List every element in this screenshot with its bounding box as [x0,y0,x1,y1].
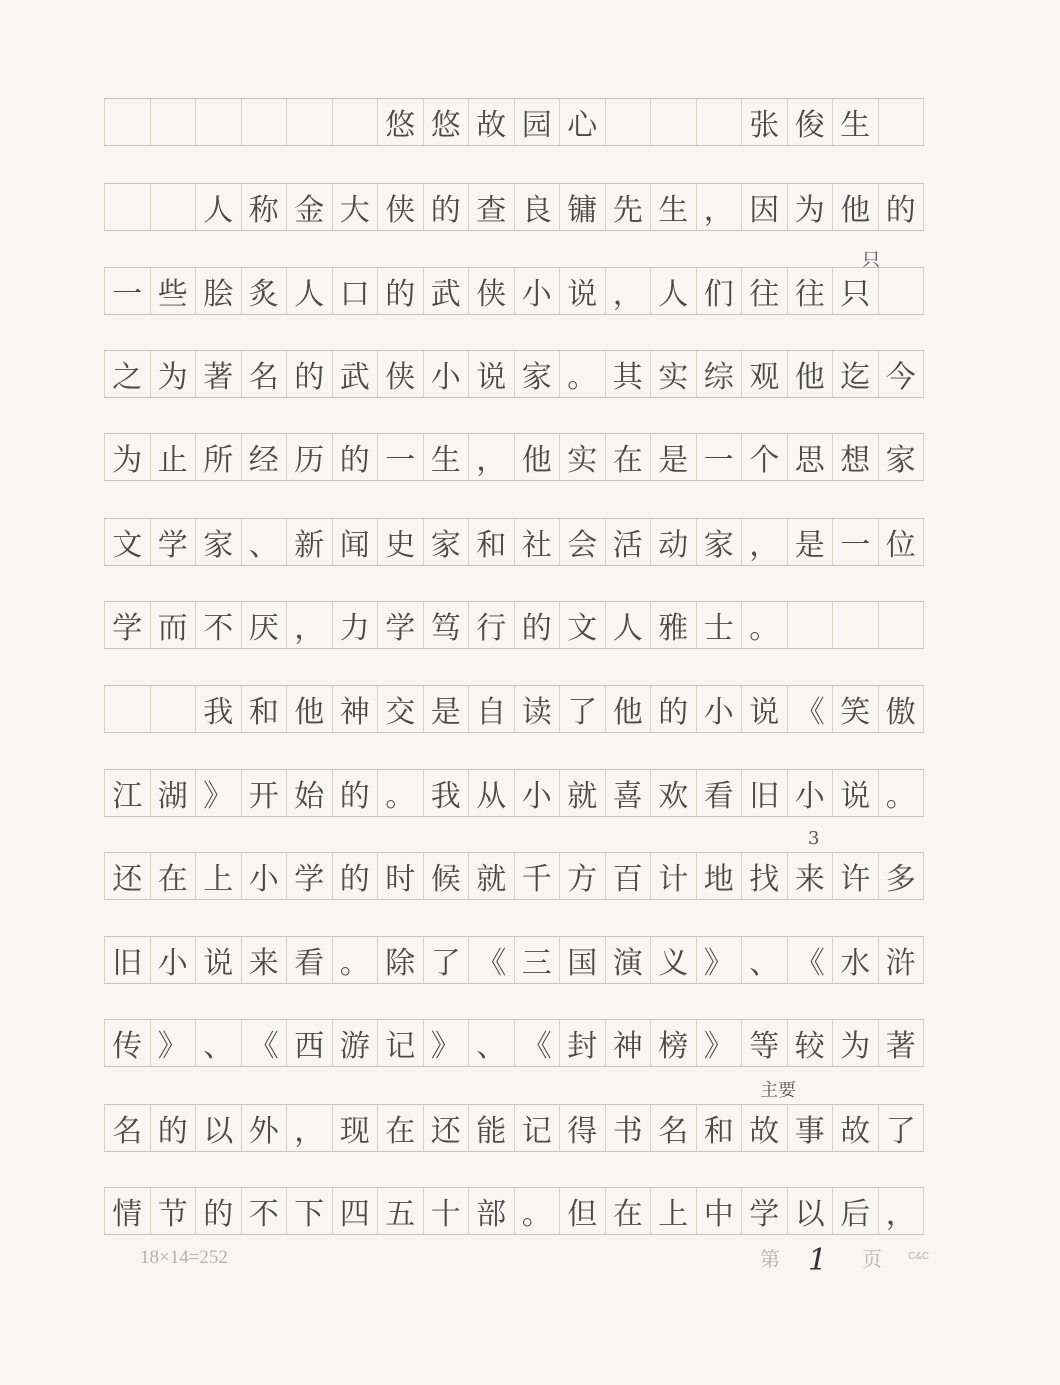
grid-cell: 实 [650,351,696,397]
grid-cell: 在 [150,853,196,899]
grid-cell: 今 [878,351,925,397]
grid-cell: 的 [377,268,423,314]
correction-mark: 3 [808,828,820,849]
grid-cell: 其 [605,351,651,397]
grid-cell: 们 [696,268,742,314]
grid-row [104,601,924,649]
grid-cell: 四 [332,1188,378,1234]
grid-cell: ， [605,268,651,314]
grid-cell: ， [468,434,514,480]
grid-cell: 始 [286,770,332,816]
grid-cell: 故 [468,99,514,145]
grid-cell: 想 [832,434,878,480]
grid-cell: 十 [423,1188,469,1234]
grid-cell: 》 [696,937,742,983]
grid-cell: 经 [241,434,287,480]
grid-cell: 学 [104,602,150,648]
grid-cell: 喜 [605,770,651,816]
grid-cell [241,99,287,145]
grid-cell: 口 [332,268,378,314]
grid-cell [787,602,833,648]
grid-cell: 生 [423,434,469,480]
grid-cell: 上 [650,1188,696,1234]
grid-cell: 只 [832,268,878,314]
grid-cell: 称 [241,184,287,230]
grid-cell: 是 [650,434,696,480]
grid-cell [104,686,150,732]
grid-cell: 之 [104,351,150,397]
grid-row [104,518,924,566]
grid-cell: 以 [195,1105,241,1151]
grid-cell: 生 [650,184,696,230]
grid-cell [104,99,150,145]
grid-row [104,433,924,481]
grid-cell: 后 [832,1188,878,1234]
grid-cell: ， [878,1188,925,1234]
grid-cell: 闻 [332,519,378,565]
grid-cell: 镛 [559,184,605,230]
grid-cell: 看 [286,937,332,983]
grid-cell: 小 [514,268,560,314]
publisher-mark: C&C [908,1251,930,1262]
grid-cell: 现 [332,1105,378,1151]
grid-cell [878,99,925,145]
grid-cell: 来 [787,853,833,899]
grid-cell: 园 [514,99,560,145]
grid-cell: 在 [605,1188,651,1234]
grid-cell: 、 [241,519,287,565]
grid-cell: 人 [605,602,651,648]
grid-cell: 小 [423,351,469,397]
grid-cell: 傲 [878,686,925,732]
grid-row [104,852,924,900]
grid-cell: 他 [286,686,332,732]
grid-cell: 实 [559,434,605,480]
grid-cell: 中 [696,1188,742,1234]
grid-cell: 家 [514,351,560,397]
grid-cell: 人 [195,184,241,230]
grid-cell: 说 [468,351,514,397]
grid-cell: 家 [195,519,241,565]
grid-cell: 候 [423,853,469,899]
grid-cell: 记 [514,1105,560,1151]
grid-cell: 故 [741,1105,787,1151]
grid-cell: 不 [195,602,241,648]
grid-cell: 节 [150,1188,196,1234]
grid-cell: 大 [332,184,378,230]
grid-cell: 学 [286,853,332,899]
grid-cell: 查 [468,184,514,230]
grid-cell: 个 [741,434,787,480]
grid-cell: 行 [468,602,514,648]
grid-cell: 除 [377,937,423,983]
grid-cell [150,99,196,145]
grid-cell [332,99,378,145]
grid-cell: 为 [150,351,196,397]
grid-cell: 文 [104,519,150,565]
grid-cell: 家 [696,519,742,565]
grid-cell: 的 [332,853,378,899]
grid-cell: 《 [787,686,833,732]
grid-cell: 一 [696,434,742,480]
grid-cell [195,99,241,145]
grid-cell: 说 [195,937,241,983]
grid-cell: 就 [559,770,605,816]
grid-cell: 部 [468,1188,514,1234]
grid-cell: 能 [468,1105,514,1151]
grid-cell: 。 [514,1188,560,1234]
grid-cell [878,268,925,314]
grid-cell: 说 [832,770,878,816]
grid-cell: 的 [150,1105,196,1151]
grid-cell: 。 [559,351,605,397]
grid-cell: 和 [696,1105,742,1151]
grid-cell: 的 [332,770,378,816]
grid-cell: 、 [195,1020,241,1066]
grid-cell: 说 [741,686,787,732]
grid-cell: 名 [650,1105,696,1151]
grid-cell: 得 [559,1105,605,1151]
grid-cell: 还 [423,1105,469,1151]
grid-cell: 来 [241,937,287,983]
grid-cell: 《 [514,1020,560,1066]
grid-cell: 和 [468,519,514,565]
grid-cell: 三 [514,937,560,983]
grid-cell: 历 [286,434,332,480]
grid-row [104,183,924,231]
grid-cell: 交 [377,686,423,732]
grid-cell: 为 [104,434,150,480]
grid-cell [286,99,332,145]
grid-cell: 炙 [241,268,287,314]
grid-cell: 往 [787,268,833,314]
grid-cell: 义 [650,937,696,983]
grid-cell: 些 [150,268,196,314]
grid-cell: 的 [514,602,560,648]
grid-cell: 多 [878,853,925,899]
grid-cell: 往 [741,268,787,314]
grid-row [104,267,924,315]
grid-row [104,1019,924,1067]
grid-cell: 思 [787,434,833,480]
grid-cell: 一 [377,434,423,480]
grid-cell: 上 [195,853,241,899]
grid-cell: 》 [423,1020,469,1066]
grid-cell: 一 [832,519,878,565]
grid-cell: 先 [605,184,651,230]
page-label-suffix: 页 [862,1247,882,1271]
grid-cell: ， [286,1105,332,1151]
grid-spec: 18×14=252 [140,1247,228,1268]
grid-cell: 止 [150,434,196,480]
correction-mark: 只 [862,250,880,271]
grid-cell: 方 [559,853,605,899]
correction-mark: 主要 [760,1080,796,1101]
grid-cell: 悠 [423,99,469,145]
grid-cell: 他 [514,434,560,480]
grid-cell: 下 [286,1188,332,1234]
grid-cell [150,686,196,732]
grid-cell: 是 [423,686,469,732]
grid-cell: 书 [605,1105,651,1151]
grid-cell: 史 [377,519,423,565]
grid-cell: 的 [286,351,332,397]
grid-cell: 学 [150,519,196,565]
grid-cell: 综 [696,351,742,397]
grid-cell: 人 [286,268,332,314]
grid-cell: 我 [423,770,469,816]
grid-cell: 了 [423,937,469,983]
grid-cell: 为 [787,184,833,230]
grid-cell: 和 [241,686,287,732]
grid-row [104,1187,924,1235]
grid-cell: 社 [514,519,560,565]
grid-cell: 而 [150,602,196,648]
grid-cell: 张 [741,99,787,145]
grid-cell [832,602,878,648]
grid-cell: 金 [286,184,332,230]
grid-cell: 在 [605,434,651,480]
grid-cell: 五 [377,1188,423,1234]
grid-cell: 百 [605,853,651,899]
grid-cell: 观 [741,351,787,397]
grid-cell: ， [741,519,787,565]
grid-cell: 开 [241,770,287,816]
page-number: 1 [808,1243,828,1278]
grid-cell: 家 [878,434,925,480]
grid-cell: 在 [377,1105,423,1151]
grid-cell: 因 [741,184,787,230]
grid-cell: 神 [605,1020,651,1066]
grid-cell: 笑 [832,686,878,732]
grid-cell: 《 [787,937,833,983]
grid-cell: 小 [787,770,833,816]
grid-cell: 。 [741,602,787,648]
grid-cell: 他 [605,686,651,732]
grid-cell: 欢 [650,770,696,816]
grid-cell: 著 [195,351,241,397]
grid-cell: 计 [650,853,696,899]
grid-cell: 小 [241,853,287,899]
grid-cell: 《 [468,937,514,983]
grid-cell: 新 [286,519,332,565]
grid-cell: 脍 [195,268,241,314]
grid-cell: 时 [377,853,423,899]
grid-cell: 著 [878,1020,925,1066]
grid-cell: 外 [241,1105,287,1151]
grid-cell: 。 [878,770,925,816]
grid-cell: 千 [514,853,560,899]
grid-cell [605,99,651,145]
grid-cell: 他 [832,184,878,230]
grid-cell: 不 [241,1188,287,1234]
grid-cell: 活 [605,519,651,565]
grid-cell: 就 [468,853,514,899]
grid-cell: 迄 [832,351,878,397]
grid-cell: 了 [878,1105,925,1151]
grid-cell: ， [286,602,332,648]
grid-cell: 演 [605,937,651,983]
grid-cell: 人 [650,268,696,314]
grid-cell: 的 [423,184,469,230]
grid-cell: 以 [787,1188,833,1234]
grid-cell: 为 [832,1020,878,1066]
grid-cell: 但 [559,1188,605,1234]
grid-cell: 。 [332,937,378,983]
grid-cell: 榜 [650,1020,696,1066]
grid-cell: 神 [332,686,378,732]
grid-cell: 等 [741,1020,787,1066]
grid-cell: 的 [195,1188,241,1234]
grid-cell: 情 [104,1188,150,1234]
grid-cell: 学 [741,1188,787,1234]
grid-cell: 动 [650,519,696,565]
grid-cell: 是 [787,519,833,565]
grid-cell: 悠 [377,99,423,145]
grid-cell [650,99,696,145]
grid-cell: 江 [104,770,150,816]
grid-cell: 》 [150,1020,196,1066]
grid-cell [696,99,742,145]
grid-cell: 力 [332,602,378,648]
grid-cell: 还 [104,853,150,899]
grid-cell: 了 [559,686,605,732]
grid-cell: 旧 [104,937,150,983]
grid-row [104,936,924,984]
grid-cell: 俊 [787,99,833,145]
grid-cell: 较 [787,1020,833,1066]
grid-cell: 浒 [878,937,925,983]
grid-cell: 武 [423,268,469,314]
grid-cell: 位 [878,519,925,565]
grid-cell: 武 [332,351,378,397]
grid-cell: 传 [104,1020,150,1066]
grid-cell: 小 [696,686,742,732]
grid-cell: 西 [286,1020,332,1066]
grid-cell: 说 [559,268,605,314]
grid-cell: 游 [332,1020,378,1066]
grid-row [104,98,924,146]
grid-cell: 心 [559,99,605,145]
grid-cell: ， [696,184,742,230]
grid-cell: 的 [878,184,925,230]
grid-cell: 自 [468,686,514,732]
grid-cell: 我 [195,686,241,732]
grid-cell: 许 [832,853,878,899]
grid-cell: 侠 [377,351,423,397]
grid-row [104,769,924,817]
grid-cell: 》 [696,1020,742,1066]
grid-cell: 一 [104,268,150,314]
grid-cell: 的 [332,434,378,480]
grid-cell: 找 [741,853,787,899]
grid-cell: 湖 [150,770,196,816]
grid-cell: 记 [377,1020,423,1066]
grid-cell: 》 [195,770,241,816]
grid-cell: 水 [832,937,878,983]
grid-cell: 厌 [241,602,287,648]
grid-cell: 名 [241,351,287,397]
grid-cell: 。 [377,770,423,816]
grid-cell [878,602,925,648]
grid-cell: 笃 [423,602,469,648]
grid-cell: 所 [195,434,241,480]
grid-cell: 雅 [650,602,696,648]
grid-row [104,685,924,733]
grid-row [104,350,924,398]
grid-cell: 封 [559,1020,605,1066]
grid-cell: 侠 [468,268,514,314]
grid-cell: 文 [559,602,605,648]
grid-cell [104,184,150,230]
grid-cell: 国 [559,937,605,983]
grid-cell: 地 [696,853,742,899]
grid-cell: 看 [696,770,742,816]
grid-cell: 读 [514,686,560,732]
grid-cell: 的 [650,686,696,732]
grid-cell: 会 [559,519,605,565]
grid-cell: 名 [104,1105,150,1151]
grid-cell: 故 [832,1105,878,1151]
grid-cell: 小 [150,937,196,983]
grid-cell: 侠 [377,184,423,230]
grid-cell: 他 [787,351,833,397]
grid-cell: 士 [696,602,742,648]
grid-cell: 、 [741,937,787,983]
grid-cell: 小 [514,770,560,816]
grid-cell: 旧 [741,770,787,816]
grid-cell: 事 [787,1105,833,1151]
grid-row [104,1104,924,1152]
grid-cell: 家 [423,519,469,565]
page-label-prefix: 第 [760,1247,780,1271]
grid-cell: 良 [514,184,560,230]
grid-cell: 《 [241,1020,287,1066]
grid-cell: 学 [377,602,423,648]
grid-cell: 生 [832,99,878,145]
grid-cell [150,184,196,230]
grid-cell: 、 [468,1020,514,1066]
grid-cell: 从 [468,770,514,816]
